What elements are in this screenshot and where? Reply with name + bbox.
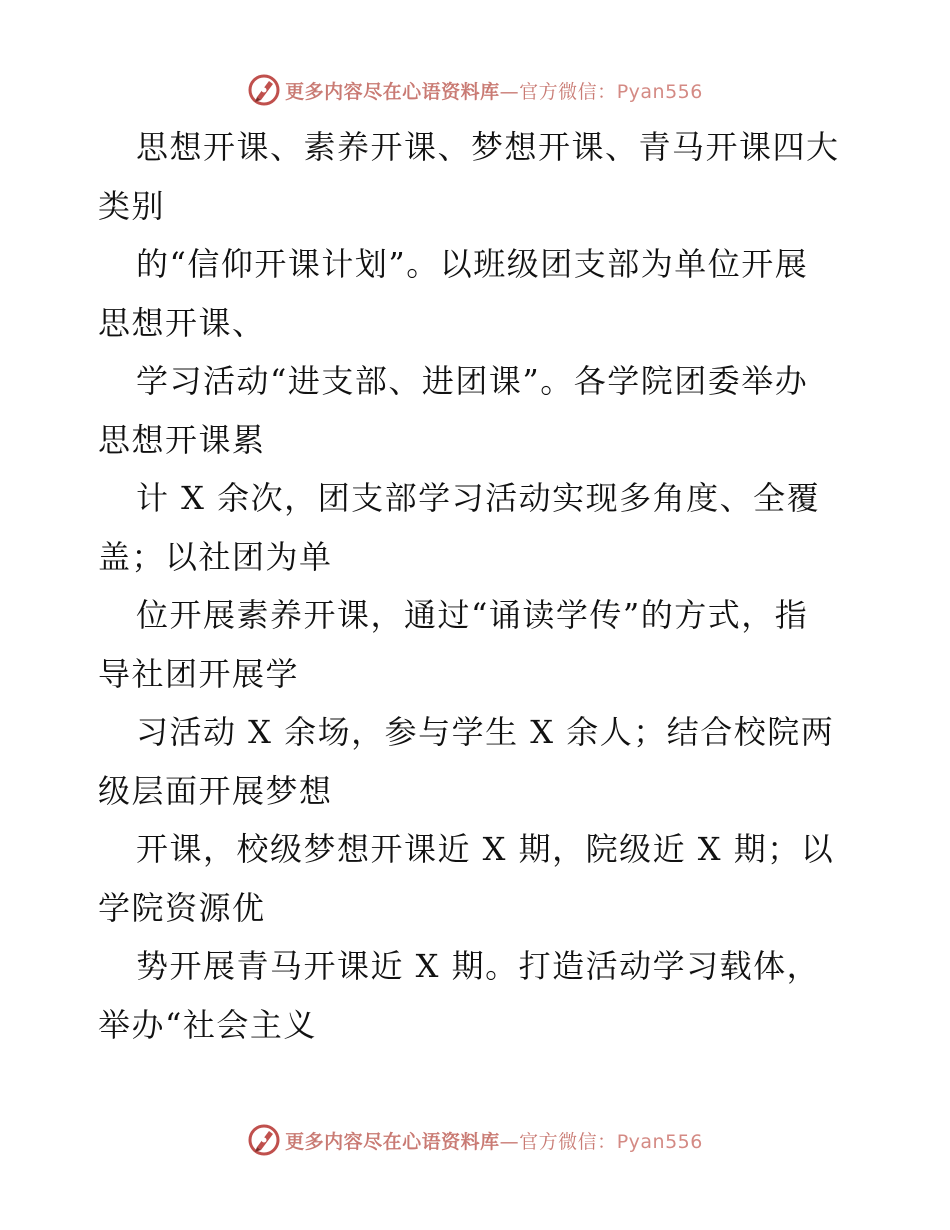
text-line: 势开展青马开课近 X 期。打造活动学习载体，	[136, 947, 821, 985]
text-line: 计 X 余次，团支部学习活动实现多角度、全覆	[136, 479, 821, 517]
text-line: 学院资源优	[98, 888, 266, 927]
footer-watermark	[0, 1120, 950, 1160]
text-line: 开课，校级梦想开课近 X 期，院级近 X 期；以	[136, 830, 835, 868]
text-line: 习活动 X 余场，参与学生 X 余人；结合校院两	[136, 713, 835, 751]
text-line: 的“信仰开课计划”。以班级团支部为单位开展	[136, 245, 809, 283]
pen-logo-icon	[247, 73, 281, 107]
text-line: 思想开课、	[98, 303, 266, 342]
document-body	[98, 118, 888, 1054]
header-watermark	[0, 70, 950, 110]
text-line: 级层面开展梦想	[98, 771, 333, 810]
text-line: 位开展素养开课，通过“诵读学传”的方式，指	[136, 596, 809, 634]
text-line: 举办“社会主义	[98, 1005, 317, 1044]
text-line: 导社团开展学	[98, 654, 300, 693]
text-line: 思想开课累	[98, 420, 266, 459]
watermark-text: 更多内容尽在心语资料库—官方微信：Pyan556	[285, 80, 703, 103]
watermark-text: 更多内容尽在心语资料库—官方微信：Pyan556	[285, 1130, 703, 1153]
text-line: 类别	[98, 186, 166, 225]
text-line: 盖；以社团为单	[98, 537, 333, 576]
text-line: 学习活动“进支部、进团课”。各学院团委举办	[136, 362, 809, 400]
pen-logo-icon	[247, 1123, 281, 1157]
text-line: 思想开课、素养开课、梦想开课、青马开课四大	[136, 128, 840, 166]
